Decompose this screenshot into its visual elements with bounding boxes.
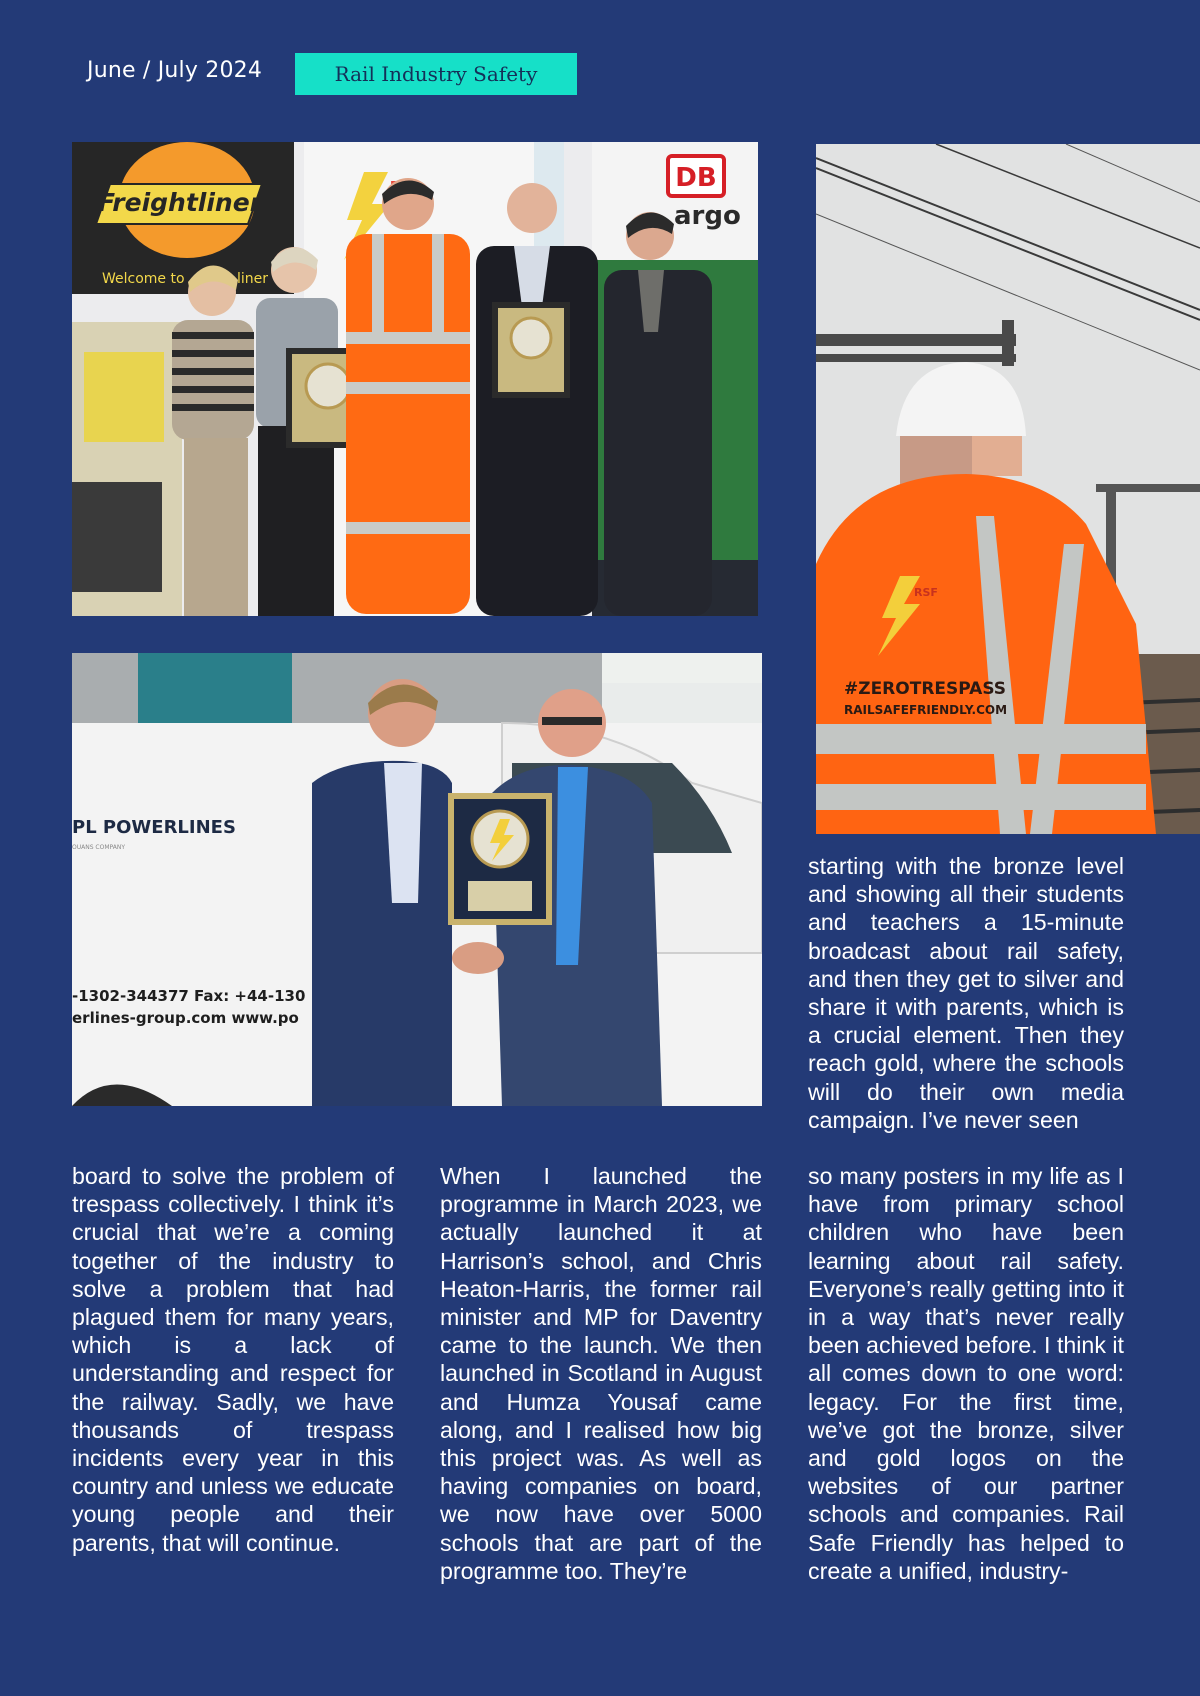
jacket-url: RAILSAFEFRIENDLY.COM <box>844 703 1008 717</box>
article-column-3-top: starting with the bronze level and showing all their students and teachers a 15-minute broadcast about rail safety, and then they get to silver and share it with parents, which is a crucial element. Then they reach gold, where the schools will do their own media campaign. I’ve never seen <box>808 853 1124 1133</box>
van-brand-sub: OUANS COMPANY <box>72 844 126 851</box>
article-column-2: When I launched the programme in March 2023, we actually launched it at Harrison’s school, and Chris Heaton-Harris, the former rail minister and MP for Daventry came to the launch. We then launched in Scotland in August and Humza Yousaf came along, and I realised how big this project was. As well as having companies on board, we now have over 5000 schools that are part of the programme too. They’re <box>440 1163 762 1584</box>
hi-vis-worker-photo <box>816 144 1200 834</box>
issue-date: June / July 2024 <box>87 58 263 83</box>
section-tag: Rail Industry Safety <box>295 53 577 95</box>
jacket-rsf-badge: RSF <box>914 586 938 599</box>
van-phone: -1302-344377 Fax: +44-130 <box>72 987 306 1005</box>
article-column-3-bottom: so many posters in my life as I have from primary school children who have been learning about rail safety. Everyone’s really getting into it in a way that’s never really been achieved before. I think it all comes down to one word: legacy. For the first time, we’ve got the bronze, silver and gold logos on the websites of our partner schools and companies. Rail Safe Friendly has helped to create a unified, industry- <box>808 1163 1124 1584</box>
db-logo: DB <box>675 163 717 193</box>
freightliner-welcome: Welcome to <box>102 271 185 287</box>
db-cargo-text: argo <box>674 201 741 231</box>
van-web: erlines-group.com www.po <box>72 1009 299 1027</box>
award-group-photo <box>72 142 758 616</box>
freightliner-logo: Freightliner <box>97 188 263 217</box>
plaque-handshake-photo <box>72 653 762 1106</box>
van-brand: PL POWERLINES <box>72 817 236 838</box>
article-column-1: board to solve the problem of trespass collectively. I think it’s crucial that we’re a coming together of the industry to solve a problem that had plagued them for many years, which is a lack of understanding and respect for the railway. Sadly, we have thousands of trespass incidents every year in this country and unless we educate young people and their parents, that will continue. <box>72 1163 394 1556</box>
freightliner-welcome-end: liner <box>237 271 269 287</box>
jacket-hashtag: #ZEROTRESPASS <box>844 679 1007 699</box>
